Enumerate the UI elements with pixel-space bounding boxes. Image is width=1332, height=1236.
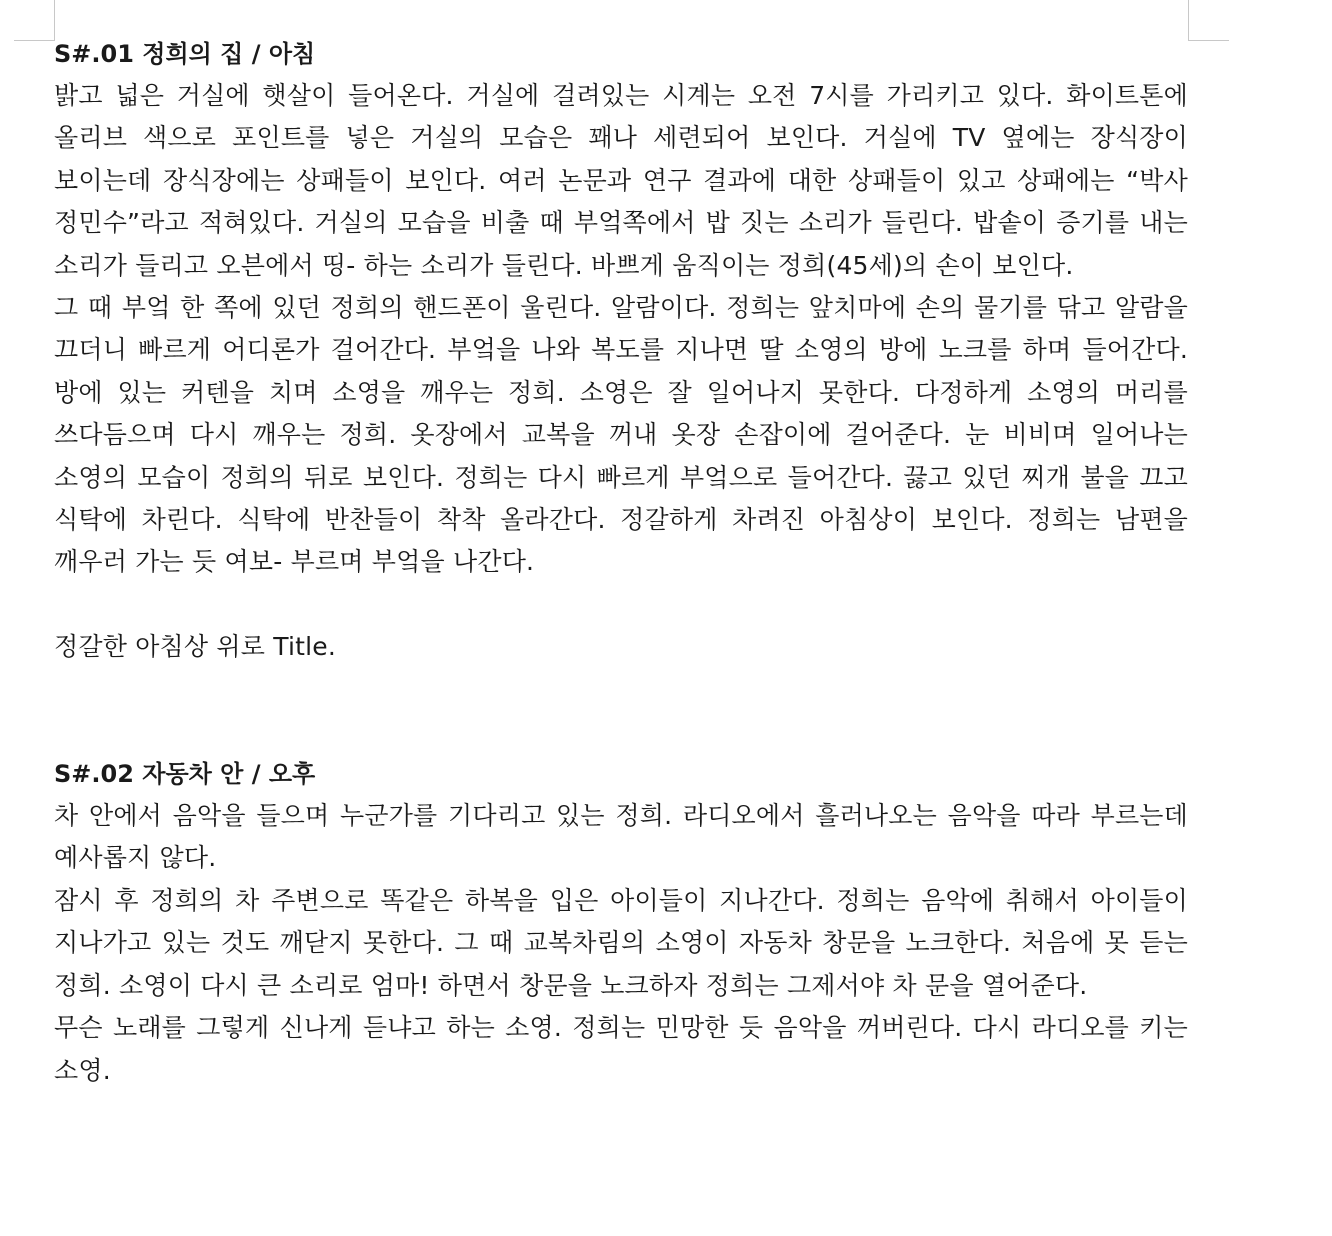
page-corner-mark-top-left bbox=[14, 0, 55, 41]
paragraph: 차 안에서 음악을 들으며 누군가를 기다리고 있는 정희. 라디오에서 흘러나오는 음악을 따라 부르는데 예사롭지 않다. bbox=[54, 801, 1188, 873]
paragraph: 밝고 넓은 거실에 햇살이 들어온다. 거실에 걸려있는 시계는 오전 7시를 가리키고 있다. 화이트톤에 올리브 색으로 포인트를 넣은 거실의 모습은 꽤나 세련되어 보인다. 거실에 TV 옆에는 장식장이 보이는데 장식장에는 상패들이 보인다. 여러 논문과 연구 결과에 대한 상패들이 있고 상패에는 “박사 정민수”라고 적혀있다. 거실의 모습을 비출 때 부엌쪽에서 밥 짓는 소리가 들린다. 밥솥이 증기를 내는 소리가 들리고 오븐에서 띵- 하는 소리가 들린다. 바쁘게 움직이는 정희(45세)의 손이 보인다. bbox=[54, 81, 1188, 280]
paragraph: 정갈한 아침상 위로 Title. bbox=[54, 632, 336, 662]
blank-line bbox=[54, 669, 1188, 711]
page-corner-mark-top-right bbox=[1188, 0, 1229, 41]
scene-heading: S#.01 정희의 집 / 아침 bbox=[54, 40, 316, 68]
paragraph: 잠시 후 정희의 차 주변으로 똑같은 하복을 입은 아이들이 지나간다. 정희는 음악에 취해서 아이들이 지나가고 있는 것도 깨닫지 못한다. 그 때 교복차림의 소영이 자동차 창문을 노크한다. 처음에 못 듣는 정희. 소영이 다시 큰 소리로 엄마! 하면서 창문을 노크하자 정희는 그제서야 차 문을 열어준다. bbox=[54, 885, 1188, 1000]
blank-line bbox=[54, 711, 1188, 753]
blank-line bbox=[54, 584, 1188, 626]
paragraph: 무슨 노래를 그렇게 신나게 듣냐고 하는 소영. 정희는 민망한 듯 음악을 꺼버린다. 다시 라디오를 키는 소영. bbox=[54, 1013, 1188, 1085]
scene-heading: S#.02 자동차 안 / 오후 bbox=[54, 760, 316, 789]
paragraph: 그 때 부엌 한 쪽에 있던 정희의 핸드폰이 울린다. 알람이다. 정희는 앞치마에 손의 물기를 닦고 알람을 끄더니 빠르게 어디론가 걸어간다. 부엌을 나와 복도를 지나면 딸 소영의 방에 노크를 하며 들어간다. 방에 있는 커텐을 치며 소영을 깨우는 정희. 소영은 잘 일어나지 못한다. 다정하게 소영의 머리를 쓰다듬으며 다시 깨우는 정희. 옷장에서 교복을 꺼내 옷장 손잡이에 걸어준다. 눈 비비며 일어나는 소영의 모습이 정희의 뒤로 보인다. 정희는 다시 빠르게 부엌으로 들어간다. 끓고 있던 찌개 불을 끄고 식탁에 차린다. 식탁에 반찬들이 착착 올라간다. 정갈하게 차려진 아침상이 보인다. 정희는 남편을 깨우러 가는 듯 여보- 부르며 부엌을 나간다. bbox=[54, 293, 1188, 577]
document-body[interactable] bbox=[54, 33, 1188, 1092]
